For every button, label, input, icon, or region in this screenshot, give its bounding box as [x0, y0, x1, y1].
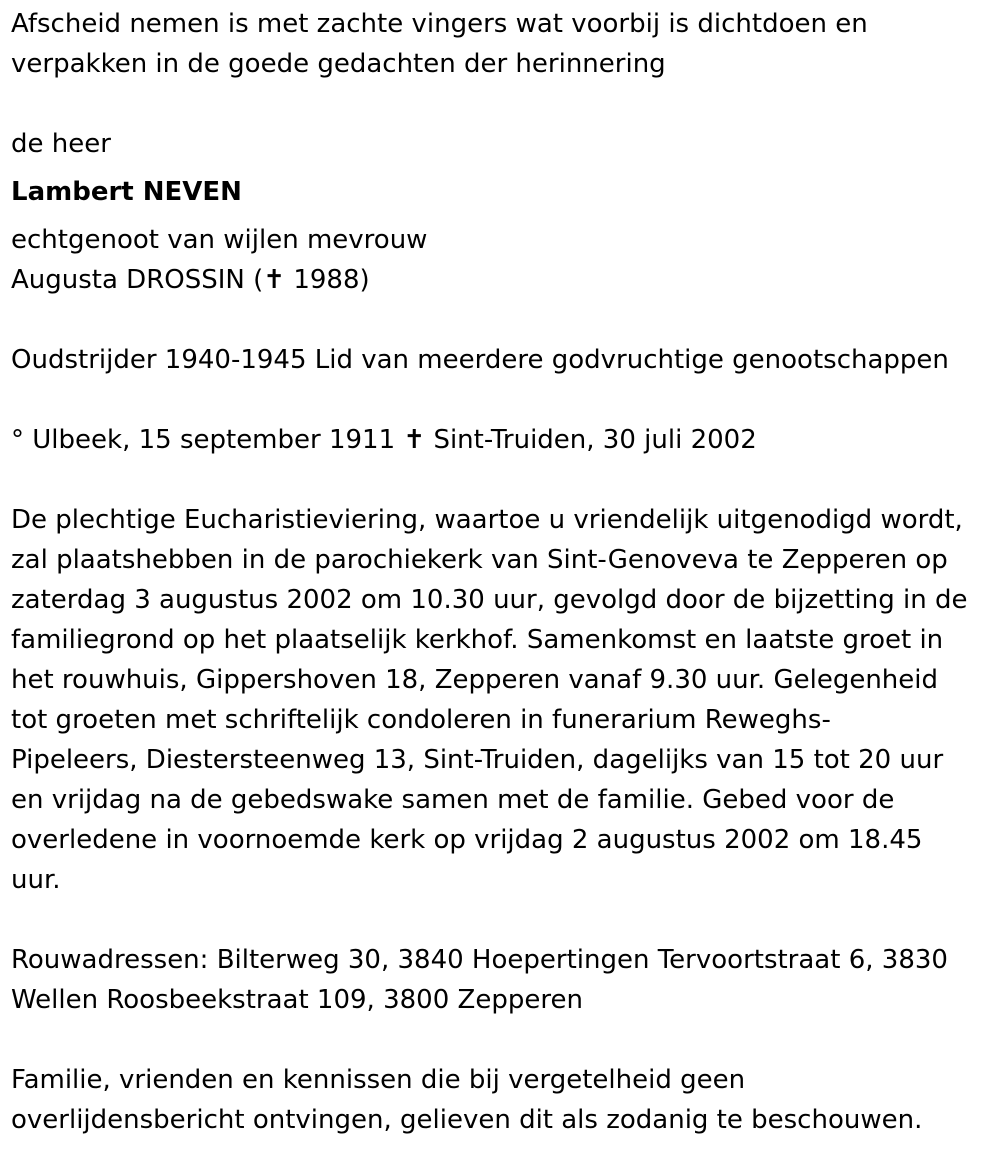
- spacer: [11, 300, 992, 340]
- roles-text: Oudstrijder 1940-1945 Lid van meerdere godvruchtige genootschappen: [11, 345, 949, 375]
- life-dates: ° Ulbeek, 15 september 1911 ✝ Sint-Truiden, 30 juli 2002: [11, 425, 757, 455]
- closing-paragraph: [11, 1060, 992, 1140]
- ceremony-line: het rouwhuis, Gippershoven 18, Zepperen vanaf 9.30 uur. Gelegenheid: [11, 665, 938, 695]
- ceremony-line: Pipeleers, Diestersteenweg 13, Sint-Truiden, dagelijks van 15 tot 20 uur: [11, 745, 944, 775]
- ceremony-line: zal plaatshebben in de parochiekerk van Sint-Genoveva te Zepperen op: [11, 545, 948, 575]
- addresses-line: Wellen Roosbeekstraat 109, 3800 Zepperen: [11, 985, 583, 1015]
- addresses-paragraph: [11, 940, 992, 1020]
- closing-line: overlijdensbericht ontvingen, gelieven dit als zodanig te beschouwen.: [11, 1105, 923, 1135]
- spouse-name: Augusta DROSSIN (✝ 1988): [11, 265, 370, 295]
- ceremony-line: familiegrond op het plaatselijk kerkhof. Samenkomst en laatste groet in: [11, 625, 944, 655]
- title-prefix: de heer: [11, 129, 111, 159]
- spacer: [11, 380, 992, 420]
- ceremony-paragraph: [11, 500, 992, 900]
- closing-line: Familie, vrienden en kennissen die bij vergetelheid geen: [11, 1065, 746, 1095]
- ceremony-line: uur.: [11, 865, 61, 895]
- ceremony-line: De plechtige Eucharistieviering, waartoe u vriendelijk uitgenodigd wordt,: [11, 505, 963, 535]
- ceremony-line: overledene in voornoemde kerk op vrijdag 2 augustus 2002 om 18.45: [11, 825, 923, 855]
- addresses-line: Rouwadressen: Bilterweg 30, 3840 Hoepertingen Tervoortstraat 6, 3830: [11, 945, 948, 975]
- spacer: [11, 460, 992, 500]
- deceased-name: Lambert NEVEN: [11, 177, 242, 207]
- ceremony-line: tot groeten met schriftelijk condoleren in funerarium Reweghs-: [11, 705, 831, 735]
- spacer: [11, 900, 992, 940]
- ceremony-line: en vrijdag na de gebedswake samen met de familie. Gebed voor de: [11, 785, 895, 815]
- spouse-relation: echtgenoot van wijlen mevrouw: [11, 225, 428, 255]
- ceremony-line: zaterdag 3 augustus 2002 om 10.30 uur, gevolgd door de bijzetting in de: [11, 585, 968, 615]
- motto-line-2: verpakken in de goede gedachten der herinnering: [11, 49, 666, 79]
- motto-line-1: Afscheid nemen is met zachte vingers wat voorbij is dichtdoen en: [11, 9, 868, 39]
- spacer: [11, 84, 992, 124]
- spacer: [11, 1020, 992, 1060]
